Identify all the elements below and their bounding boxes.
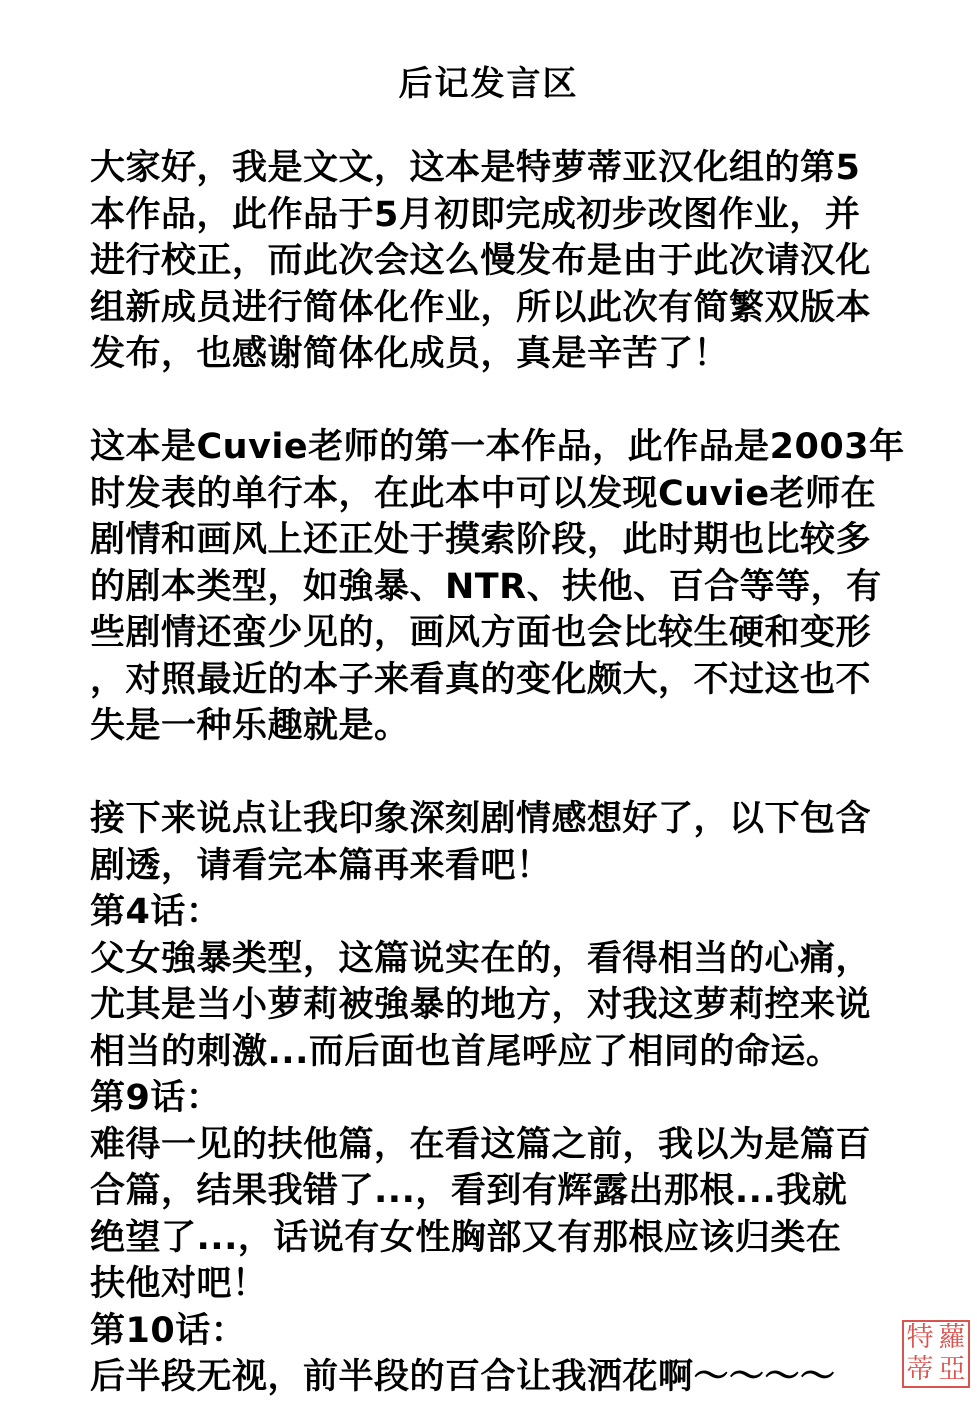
text-line: 后半段无视，前半段的百合让我洒花啊～～～～ <box>90 1357 836 1397</box>
text-line: 剧情和画风上还正处于摸索阶段，此时期也比较多 <box>90 520 872 560</box>
text-line: ，对照最近的本子来看真的变化颇大，不过这也不 <box>90 659 872 700</box>
chapter-heading: 第4话： <box>90 892 222 932</box>
paragraph-about-author <box>90 424 905 750</box>
text-line: 相当的刺激...而后面也首尾呼应了相同的命运。 <box>90 1031 842 1072</box>
text-line: 剧透，请看完本篇再来看吧！ <box>90 845 552 886</box>
seal-char: 蒂 <box>906 1354 934 1385</box>
text-line: 这本是Cuvie老师的第一本作品，此作品是2003年 <box>90 427 905 467</box>
text-line: 组新成员进行简体化作业，所以此次有简繁双版本 <box>90 287 872 328</box>
seal-char: 特 <box>906 1322 934 1353</box>
text-line: 失是一种乐趣就是。 <box>90 706 410 746</box>
text-line: 进行校正，而此次会这么慢发布是由于此次请汉化 <box>90 241 872 281</box>
page-title: 后记发言区 <box>398 64 579 104</box>
paragraph-impressions <box>90 796 890 1401</box>
text-line: 时发表的单行本，在此本中可以发现Cuvie老师在 <box>90 473 877 514</box>
text-line: 合篇，结果我错了...，看到有辉露出那根...我就 <box>90 1171 848 1211</box>
text-line: 本作品，此作品于5月初即完成初步改图作业，并 <box>90 194 861 235</box>
paragraph-intro <box>90 145 890 378</box>
chapter-heading: 第9话： <box>90 1078 222 1118</box>
text-line: 尤其是当小萝莉被強暴的地方，对我这萝莉控来说 <box>90 985 872 1025</box>
text-line: 难得一见的扶他篇，在看这篇之前，我以为是篇百 <box>90 1124 872 1165</box>
text-line: 大家好，我是文文，这本是特萝蒂亚汉化组的第5 <box>90 148 861 188</box>
chapter-heading: 第10话： <box>90 1310 247 1351</box>
text-line: 父女強暴类型，这篇说实在的，看得相当的心痛， <box>90 938 872 979</box>
text-line: 发布，也感谢简体化成员，真是辛苦了！ <box>90 334 730 374</box>
text-line: 扶他对吧！ <box>90 1264 268 1304</box>
seal-char: 亞 <box>938 1354 966 1385</box>
text-line: 接下来说点让我印象深刻剧情感想好了，以下包含 <box>90 799 872 839</box>
group-seal-stamp <box>902 1320 970 1388</box>
seal-char: 蘿 <box>938 1322 966 1353</box>
text-line: 绝望了...，话说有女性胸部又有那根应该归类在 <box>90 1217 842 1258</box>
afterword-body <box>90 145 905 1401</box>
text-line: 的剧本类型，如強暴、NTR、扶他、百合等等，有 <box>90 566 882 607</box>
text-line: 些剧情还蛮少见的，画风方面也会比较生硬和变形 <box>90 613 872 653</box>
